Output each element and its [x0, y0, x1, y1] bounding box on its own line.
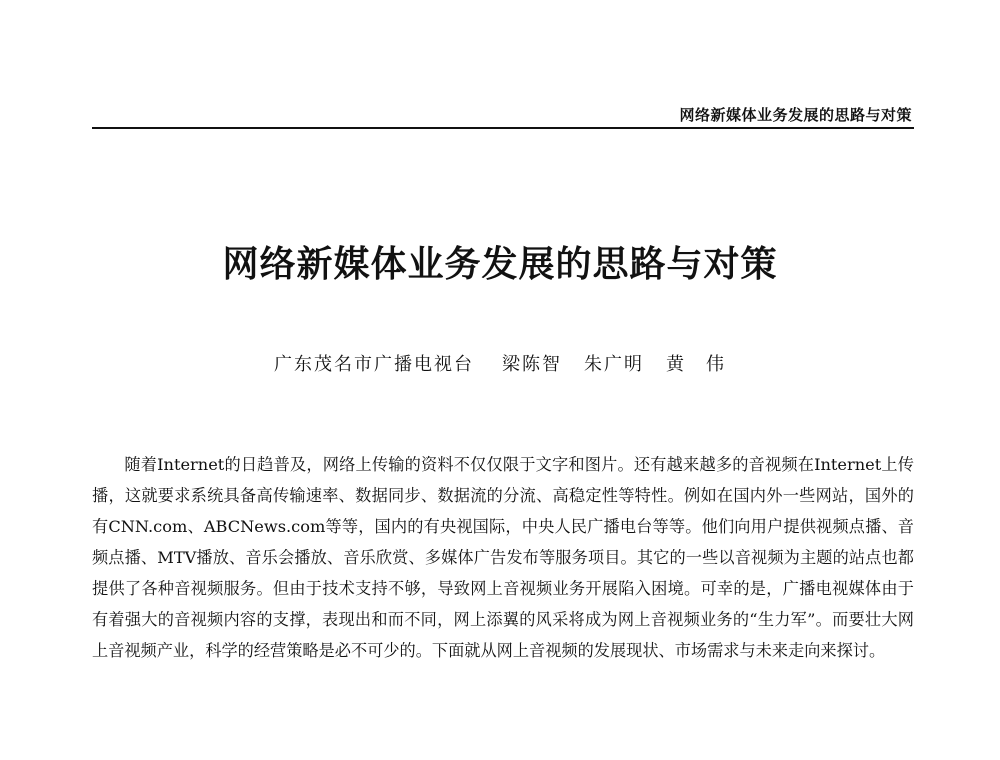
author-name: 梁陈智 — [502, 354, 562, 375]
author-affiliation: 广东茂名市广播电视台 — [274, 354, 474, 375]
author-name: 朱广明 — [584, 354, 644, 375]
header-rule — [92, 127, 914, 129]
article-title: 网络新媒体业务发展的思路与对策 — [222, 243, 778, 285]
running-header: 网络新媒体业务发展的思路与对策 — [679, 106, 912, 124]
byline — [0, 350, 1000, 376]
author-name: 黄 伟 — [666, 354, 726, 375]
body-paragraph: 随着Internet的日趋普及，网络上传输的资料不仅仅限于文字和图片。还有越来越多的音视频在Internet上传播，这就要求系统具备高传输速率、数据同步、数据流的分流、高稳定性等特性。例如在国内外一些网站，国外的有CNN.com、ABCNews.com等等，国内的有央视国际，中央人民广播电台等等。他们向用户提供视频点播、音频点播、MTV播放、音乐会播放、音乐欣赏、多媒体广告发布等服务项目。其它的一些以音视频为主题的站点也都提供了各种音视频服务。但由于技术支持不够，导致网上音视频业务开展陷入困境。可幸的是，广播电视媒体由于有着强大的音视频内容的支撑，表现出和而不同，网上添翼的风采将成为网上音视频业务的“生力军”。而要壮大网上音视频产业，科学的经营策略是必不可少的。下面就从网上音视频的发展现状、市场需求与未来走向来探讨。 — [92, 455, 914, 660]
